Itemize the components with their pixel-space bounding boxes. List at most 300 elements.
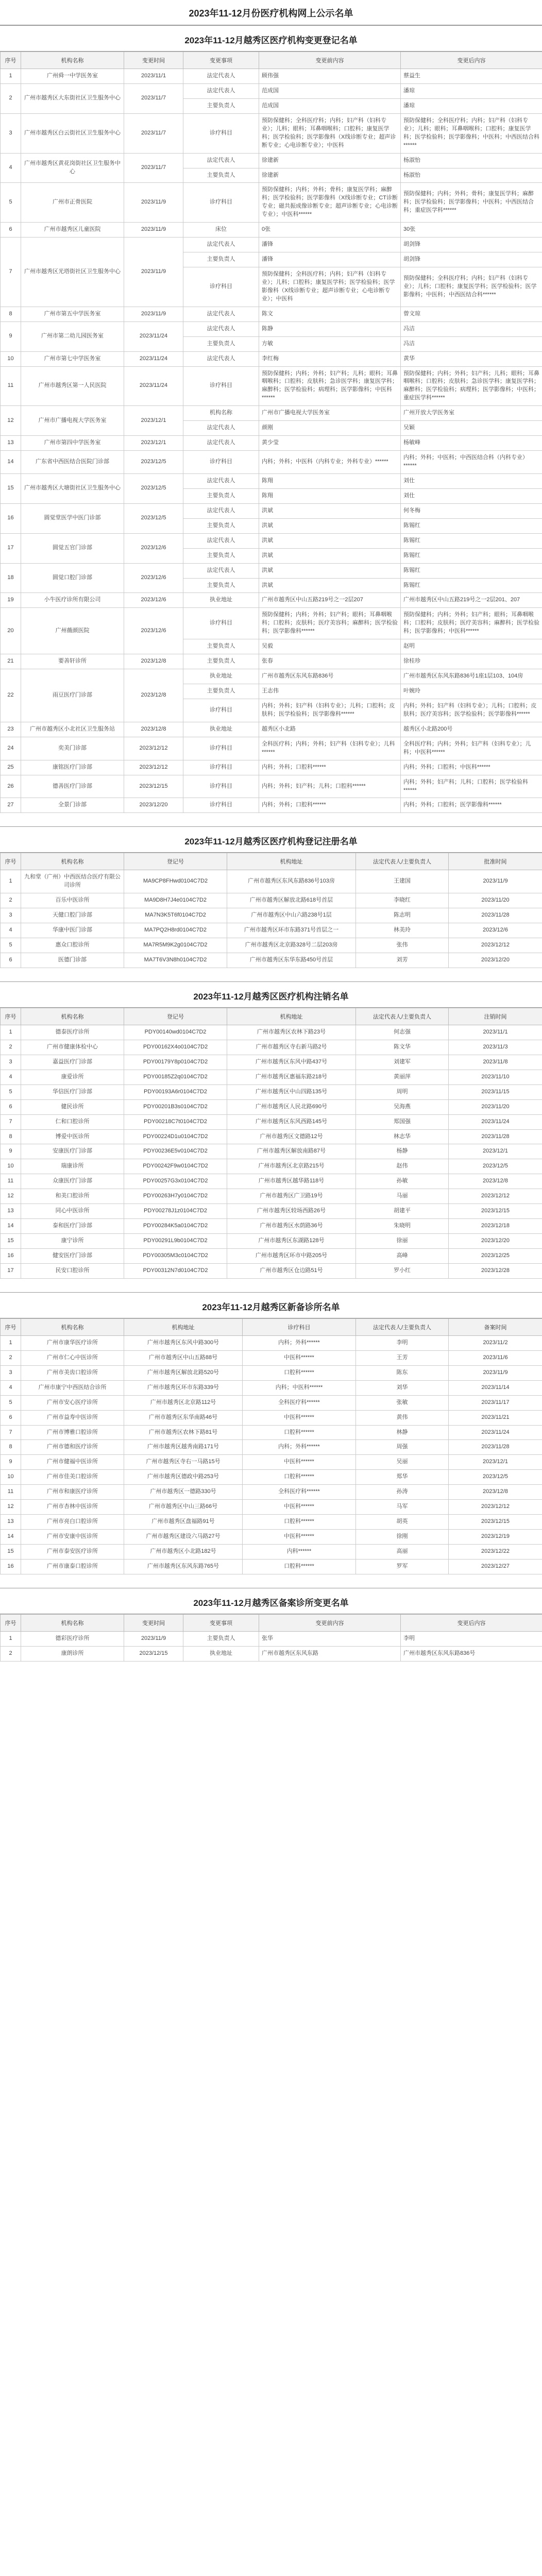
institution-name: 圆觉口腔门诊部 bbox=[21, 563, 124, 593]
institution-name: 嘉益医疗门诊部 bbox=[21, 1055, 124, 1070]
approval-date: 2023/12/12 bbox=[449, 938, 542, 953]
table-row bbox=[1, 893, 542, 908]
row-number: 26 bbox=[1, 775, 21, 798]
col-header: 机构地址 bbox=[227, 1008, 356, 1025]
record-date: 2023/11/6 bbox=[449, 1350, 542, 1365]
before-content: 李红梅 bbox=[259, 351, 401, 366]
clinic-name: 广州市康泰口腔诊所 bbox=[21, 1559, 124, 1574]
clinic-change-table bbox=[0, 1614, 542, 1662]
registration-code: PDY00201B3s0104C7D2 bbox=[124, 1099, 227, 1114]
responsible-person: 赵伟 bbox=[356, 1159, 449, 1174]
after-content: 曾文琼 bbox=[401, 307, 542, 321]
before-content: 洪斌 bbox=[259, 518, 401, 533]
responsible-person: 马军 bbox=[356, 1500, 449, 1515]
change-date: 2023/11/7 bbox=[124, 83, 183, 113]
clinic-subjects: 口腔科****** bbox=[243, 1559, 356, 1574]
cancel-date: 2023/11/28 bbox=[449, 1129, 542, 1144]
table-row bbox=[1, 1440, 542, 1455]
change-item: 诊疗科目 bbox=[183, 760, 259, 775]
table-row bbox=[1, 1263, 542, 1278]
record-date: 2023/11/2 bbox=[449, 1335, 542, 1350]
clinic-subjects: 全科医疗科****** bbox=[243, 1395, 356, 1410]
clinic-name: 广州市美齿口腔诊所 bbox=[21, 1365, 124, 1380]
before-content: 潘锋 bbox=[259, 238, 401, 252]
before-content: 内科；外科；妇产科（妇科专业）；儿科；口腔科；皮肤科；医学检验科；医学影像科****** bbox=[259, 699, 401, 722]
clinic-change-section-title: 2023年11-12月越秀区备案诊所变更名单 bbox=[0, 1588, 542, 1614]
institution-address: 广州市越秀区东湖路128号 bbox=[227, 1234, 356, 1249]
institution-address: 广州市越秀区解放南路87号 bbox=[227, 1144, 356, 1159]
before-content: 洪斌 bbox=[259, 578, 401, 593]
clinic-address: 广州市越秀区环市东路339号 bbox=[124, 1380, 243, 1395]
cancel-date: 2023/12/12 bbox=[449, 1189, 542, 1204]
institution-name: 广州市第二幼儿园医务室 bbox=[21, 321, 124, 351]
institution-address: 广州市越秀区环市中路205号 bbox=[227, 1249, 356, 1264]
institution-name: 康朗诊所 bbox=[21, 1646, 124, 1661]
after-content: 30张 bbox=[401, 223, 542, 238]
col-header: 机构名称 bbox=[21, 52, 124, 69]
registration-code: PDY00257G3x0104C7D2 bbox=[124, 1174, 227, 1189]
registration-code: MA9CP8FHwd0104C7D2 bbox=[124, 870, 227, 893]
before-content: 广州市越秀区东风东路 bbox=[259, 1646, 401, 1661]
row-number: 16 bbox=[1, 503, 21, 533]
col-header: 注销时间 bbox=[449, 1008, 542, 1025]
cancel-date: 2023/12/1 bbox=[449, 1144, 542, 1159]
clinic-name: 广州市亮白口腔诊所 bbox=[21, 1515, 124, 1530]
row-number: 22 bbox=[1, 669, 21, 722]
responsible-person: 王芳 bbox=[356, 1350, 449, 1365]
change-item: 执业地址 bbox=[183, 593, 259, 608]
row-number: 1 bbox=[1, 1025, 21, 1040]
registration-code: PDY00278J1z0104C7D2 bbox=[124, 1204, 227, 1219]
institution-name: 德彩医疗诊所 bbox=[21, 1631, 124, 1646]
change-item: 法定代表人 bbox=[183, 153, 259, 168]
institution-name: 广州市越秀区大东街社区卫生服务中心 bbox=[21, 83, 124, 113]
institution-name: 民安口腔诊所 bbox=[21, 1263, 124, 1278]
clinic-name: 广州市益寿中医诊所 bbox=[21, 1410, 124, 1425]
col-header: 法定代表人/主要负责人 bbox=[356, 853, 449, 870]
change-item: 诊疗科目 bbox=[183, 798, 259, 813]
col-header: 备案时间 bbox=[449, 1318, 542, 1335]
row-number: 2 bbox=[1, 1040, 21, 1055]
clinic-subjects: 内科；外科****** bbox=[243, 1335, 356, 1350]
registration-code: PDY00140wd0104C7D2 bbox=[124, 1025, 227, 1040]
change-date: 2023/11/7 bbox=[124, 153, 183, 183]
after-content: 刘仕 bbox=[401, 488, 542, 503]
change-date: 2023/12/15 bbox=[124, 775, 183, 798]
section-gap bbox=[0, 813, 542, 826]
before-content: 王志伟 bbox=[259, 684, 401, 699]
institution-name: 九和堂（广州）中西医结合医疗有限公司诊所 bbox=[21, 870, 124, 893]
before-content: 陈文 bbox=[259, 307, 401, 321]
institution-address: 广州市越秀区越华路118号 bbox=[227, 1174, 356, 1189]
before-content: 内科；外科；妇产科；儿科；口腔科****** bbox=[259, 775, 401, 798]
section-gap bbox=[0, 1574, 542, 1588]
record-table bbox=[0, 1318, 542, 1574]
institution-name: 广州市越秀区光塔街社区卫生服务中心 bbox=[21, 238, 124, 307]
change-date: 2023/11/9 bbox=[124, 223, 183, 238]
institution-name: 惠众口腔诊所 bbox=[21, 938, 124, 953]
responsible-person: 周强 bbox=[356, 1440, 449, 1455]
table-row bbox=[1, 938, 542, 953]
table-row bbox=[1, 153, 542, 168]
before-content: 范成国 bbox=[259, 83, 401, 98]
institution-name: 健民诊所 bbox=[21, 1099, 124, 1114]
clinic-name: 广州市博雅口腔诊所 bbox=[21, 1425, 124, 1440]
cancel-date: 2023/11/3 bbox=[449, 1040, 542, 1055]
clinic-name: 广州市健福中医诊所 bbox=[21, 1455, 124, 1470]
after-content: 陈锡红 bbox=[401, 563, 542, 578]
row-number: 19 bbox=[1, 593, 21, 608]
before-content: 张华 bbox=[259, 1631, 401, 1646]
row-number: 9 bbox=[1, 321, 21, 351]
cancel-date: 2023/12/28 bbox=[449, 1263, 542, 1278]
responsible-person: 刘建军 bbox=[356, 1055, 449, 1070]
record-date: 2023/11/28 bbox=[449, 1440, 542, 1455]
responsible-person: 胡英 bbox=[356, 1515, 449, 1530]
before-content: 预防保健科；全科医疗科；内科；妇产科（妇科专业）；儿科；口腔科；康复医学科；医学检验科；医学影像科（X线诊断专业；超声诊断专业；心电诊断专业）；中医科 bbox=[259, 267, 401, 307]
responsible-person: 高峰 bbox=[356, 1249, 449, 1264]
institution-name: 小牛医疗诊所有限公司 bbox=[21, 593, 124, 608]
table-row bbox=[1, 1530, 542, 1545]
row-number: 7 bbox=[1, 1114, 21, 1129]
responsible-person: 孙敏 bbox=[356, 1174, 449, 1189]
institution-address: 广州市越秀区惠福东路218号 bbox=[227, 1070, 356, 1084]
clinic-address: 广州市越秀区小北路182号 bbox=[124, 1545, 243, 1560]
record-date: 2023/12/15 bbox=[449, 1515, 542, 1530]
row-number: 2 bbox=[1, 893, 21, 908]
row-number: 3 bbox=[1, 1055, 21, 1070]
change-date: 2023/12/5 bbox=[124, 503, 183, 533]
change-item: 诊疗科目 bbox=[183, 737, 259, 760]
clinic-subjects: 口腔科****** bbox=[243, 1515, 356, 1530]
institution-name: 康铭医疗门诊部 bbox=[21, 760, 124, 775]
row-number: 9 bbox=[1, 1455, 21, 1470]
table-row bbox=[1, 760, 542, 775]
clinic-subjects: 内科****** bbox=[243, 1545, 356, 1560]
row-number: 1 bbox=[1, 870, 21, 893]
record-table-body bbox=[1, 1335, 542, 1574]
after-content: 广州开放大学医务室 bbox=[401, 406, 542, 421]
before-content: 吴毅 bbox=[259, 639, 401, 654]
table-row bbox=[1, 1545, 542, 1560]
change-item: 主要负责人 bbox=[183, 98, 259, 113]
col-header: 机构地址 bbox=[124, 1318, 243, 1335]
responsible-person: 刘华 bbox=[356, 1380, 449, 1395]
before-content: 预防保健科；内科；外科；骨科；康复医学科；麻醉科；医学检验科；医学影像科（X线诊断专业；CT诊断专业；磁共振成像诊断专业；超声诊断专业；心电诊断专业）；中医科****** bbox=[259, 183, 401, 223]
before-content: 全科医疗科；内科；外科；妇产科（妇科专业）；儿科****** bbox=[259, 737, 401, 760]
registration-code: MA7PQ2H8rd0104C7D2 bbox=[124, 923, 227, 938]
row-number: 16 bbox=[1, 1249, 21, 1264]
institution-name: 医德门诊部 bbox=[21, 953, 124, 968]
cancel-table-body bbox=[1, 1025, 542, 1278]
clinic-name: 广州市和康医疗诊所 bbox=[21, 1485, 124, 1500]
row-number: 3 bbox=[1, 113, 21, 153]
institution-name: 华信医疗门诊部 bbox=[21, 1084, 124, 1099]
table-row bbox=[1, 563, 542, 578]
col-header: 法定代表人/主要负责人 bbox=[356, 1008, 449, 1025]
row-number: 18 bbox=[1, 563, 21, 593]
clinic-address: 广州市越秀区一德路330号 bbox=[124, 1485, 243, 1500]
cancel-date: 2023/12/5 bbox=[449, 1159, 542, 1174]
change-item: 主要负责人 bbox=[183, 518, 259, 533]
clinic-subjects: 中医科****** bbox=[243, 1530, 356, 1545]
institution-name: 德泰医疗诊所 bbox=[21, 1025, 124, 1040]
institution-address: 广州市越秀区解放北路618号首层 bbox=[227, 893, 356, 908]
institution-name: 广州市正骨医院 bbox=[21, 183, 124, 223]
col-header: 序号 bbox=[1, 1318, 21, 1335]
institution-address: 广州市越秀区东风西路145号 bbox=[227, 1114, 356, 1129]
clinic-name: 广州市安康中医诊所 bbox=[21, 1530, 124, 1545]
change-date: 2023/11/9 bbox=[124, 1631, 183, 1646]
change-item: 机构名称 bbox=[183, 406, 259, 421]
table-row bbox=[1, 1025, 542, 1040]
change-item: 法定代表人 bbox=[183, 83, 259, 98]
after-content: 徐桂珍 bbox=[401, 654, 542, 669]
change-date: 2023/11/1 bbox=[124, 69, 183, 84]
clinic-name: 广州市安心医疗诊所 bbox=[21, 1395, 124, 1410]
section-gap bbox=[0, 1279, 542, 1292]
change-date: 2023/11/24 bbox=[124, 321, 183, 351]
clinic-name: 广州市仁心中医诊所 bbox=[21, 1350, 124, 1365]
registration-code: PDY00305M3c0104C7D2 bbox=[124, 1249, 227, 1264]
registration-code: PDY00242F9w0104C7D2 bbox=[124, 1159, 227, 1174]
before-content: 0张 bbox=[259, 223, 401, 238]
after-content: 内科；外科；中医科；中西医结合科（内科专业）****** bbox=[401, 451, 542, 474]
change-item: 主要负责人 bbox=[183, 488, 259, 503]
clinic-subjects: 口腔科****** bbox=[243, 1425, 356, 1440]
row-number: 13 bbox=[1, 1515, 21, 1530]
cancel-date: 2023/11/8 bbox=[449, 1055, 542, 1070]
row-number: 23 bbox=[1, 722, 21, 737]
responsible-person: 吴丽 bbox=[356, 1455, 449, 1470]
institution-address: 广州市越秀区仓边路51号 bbox=[227, 1263, 356, 1278]
row-number: 12 bbox=[1, 1500, 21, 1515]
after-content: 陈锡红 bbox=[401, 533, 542, 548]
col-header: 登记号 bbox=[124, 1008, 227, 1025]
registration-code: PDY00162X4o0104C7D2 bbox=[124, 1040, 227, 1055]
before-content: 徐建新 bbox=[259, 168, 401, 183]
after-content: 预防保健科；内科；外科；妇产科；儿科；眼科；耳鼻咽喉科；口腔科；皮肤科；急诊医学科；康复医学科；麻醉科；医学检验科；病理科；医学影像科；中医科；重症医学科****** bbox=[401, 366, 542, 406]
row-number: 6 bbox=[1, 223, 21, 238]
change-item: 执业地址 bbox=[183, 1646, 259, 1661]
change-date: 2023/12/8 bbox=[124, 654, 183, 669]
responsible-person: 林美玲 bbox=[356, 923, 449, 938]
change-item: 主要负责人 bbox=[183, 684, 259, 699]
table-row bbox=[1, 1249, 542, 1264]
responsible-person: 胡建平 bbox=[356, 1204, 449, 1219]
responsible-person: 罗军 bbox=[356, 1559, 449, 1574]
change-item: 主要负责人 bbox=[183, 578, 259, 593]
change-item: 法定代表人 bbox=[183, 533, 259, 548]
clinic-address: 广州市越秀区越秀南路171号 bbox=[124, 1440, 243, 1455]
table-row bbox=[1, 908, 542, 923]
table-row bbox=[1, 406, 542, 421]
before-content: 洪斌 bbox=[259, 503, 401, 518]
responsible-person: 陈东 bbox=[356, 1365, 449, 1380]
institution-name: 广州市广播电视大学医务室 bbox=[21, 406, 124, 436]
table-row bbox=[1, 1410, 542, 1425]
after-content: 杨淑怡 bbox=[401, 153, 542, 168]
after-content: 越秀区小北路200号 bbox=[401, 722, 542, 737]
row-number: 2 bbox=[1, 1350, 21, 1365]
table-row bbox=[1, 1515, 542, 1530]
institution-name: 广东省中西医结合医院门诊部 bbox=[21, 451, 124, 474]
page-title: 2023年11-12月份医疗机构网上公示名单 bbox=[0, 0, 542, 25]
responsible-person: 周明 bbox=[356, 1084, 449, 1099]
table-row bbox=[1, 923, 542, 938]
col-header: 变更时间 bbox=[124, 1614, 183, 1631]
after-content: 陈锡红 bbox=[401, 518, 542, 533]
before-content: 内科；外科；中医科（内科专业；外科专业）****** bbox=[259, 451, 401, 474]
institution-address: 广州市越秀区环市东路371号首层之一 bbox=[227, 923, 356, 938]
record-section-title: 2023年11-12月越秀区新备诊所名单 bbox=[0, 1292, 542, 1318]
table-row bbox=[1, 307, 542, 321]
change-item: 主要负责人 bbox=[183, 252, 259, 267]
change-table-header bbox=[1, 52, 542, 69]
change-date: 2023/11/9 bbox=[124, 238, 183, 307]
responsible-person: 张伟 bbox=[356, 938, 449, 953]
row-number: 10 bbox=[1, 1159, 21, 1174]
after-content: 陈锡红 bbox=[401, 548, 542, 563]
institution-address: 广州市越秀区东风中路437号 bbox=[227, 1055, 356, 1070]
change-date: 2023/12/6 bbox=[124, 608, 183, 654]
institution-name: 康爱诊所 bbox=[21, 1070, 124, 1084]
before-content: 广州市越秀区中山五路219号之一2层207 bbox=[259, 593, 401, 608]
table-row bbox=[1, 1159, 542, 1174]
row-number: 10 bbox=[1, 1470, 21, 1485]
register-table-header bbox=[1, 853, 542, 870]
after-content: 陈锡红 bbox=[401, 578, 542, 593]
after-content: 冯洁 bbox=[401, 336, 542, 351]
clinic-address: 广州市越秀区中山五路88号 bbox=[124, 1350, 243, 1365]
table-row bbox=[1, 533, 542, 548]
col-header: 变更后内容 bbox=[401, 1614, 542, 1631]
institution-name: 广州市第七中学医务室 bbox=[21, 351, 124, 366]
table-row bbox=[1, 1365, 542, 1380]
institution-address: 广州市越秀区寺右新马路2号 bbox=[227, 1040, 356, 1055]
cancel-date: 2023/12/18 bbox=[449, 1219, 542, 1234]
record-table-header bbox=[1, 1318, 542, 1335]
clinic-subjects: 中医科****** bbox=[243, 1500, 356, 1515]
before-content: 黄少莹 bbox=[259, 436, 401, 451]
change-date: 2023/12/8 bbox=[124, 669, 183, 722]
row-number: 5 bbox=[1, 183, 21, 223]
registration-code: PDY00263H7y0104C7D2 bbox=[124, 1189, 227, 1204]
change-item: 诊疗科目 bbox=[183, 113, 259, 153]
responsible-person: 何志强 bbox=[356, 1025, 449, 1040]
row-number: 11 bbox=[1, 366, 21, 406]
after-content: 预防保健科；内科；外科；骨科；康复医学科；麻醉科；医学检验科；医学影像科；中医科；中西医结合科；重症医学科****** bbox=[401, 183, 542, 223]
clinic-subjects: 中医科****** bbox=[243, 1455, 356, 1470]
before-content: 内科；外科；口腔科****** bbox=[259, 798, 401, 813]
registration-code: MA7N3K5T6f0104C7D2 bbox=[124, 908, 227, 923]
clinic-address: 广州市越秀区德政中路253号 bbox=[124, 1470, 243, 1485]
table-row bbox=[1, 1350, 542, 1365]
row-number: 3 bbox=[1, 908, 21, 923]
row-number: 1 bbox=[1, 69, 21, 84]
after-content: 内科；外科；妇产科（妇科专业）；儿科；口腔科；皮肤科；医疗美容科；医学检验科；医学影像科****** bbox=[401, 699, 542, 722]
after-content: 预防保健科；全科医疗科；内科；妇产科（妇科专业）；儿科；口腔科；康复医学科；医学检验科；医学影像科；中医科；中西医结合科****** bbox=[401, 267, 542, 307]
change-item: 法定代表人 bbox=[183, 503, 259, 518]
after-content: 内科；外科；妇产科；儿科；口腔科；医学检验科****** bbox=[401, 775, 542, 798]
responsible-person: 林志华 bbox=[356, 1129, 449, 1144]
cancel-date: 2023/11/15 bbox=[449, 1084, 542, 1099]
register-table-body bbox=[1, 870, 542, 968]
institution-name: 广州市越秀区儿童医院 bbox=[21, 223, 124, 238]
clinic-name: 广州市康华医疗诊所 bbox=[21, 1335, 124, 1350]
institution-address: 广州市越秀区北京路215号 bbox=[227, 1159, 356, 1174]
institution-name: 众康医疗门诊部 bbox=[21, 1174, 124, 1189]
row-number: 1 bbox=[1, 1631, 21, 1646]
table-row bbox=[1, 366, 542, 406]
table-row bbox=[1, 654, 542, 669]
record-date: 2023/12/27 bbox=[449, 1559, 542, 1574]
clinic-subjects: 全科医疗科****** bbox=[243, 1485, 356, 1500]
table-row bbox=[1, 1425, 542, 1440]
institution-address: 广州市越秀区水荫路36号 bbox=[227, 1219, 356, 1234]
change-date: 2023/11/24 bbox=[124, 366, 183, 406]
responsible-person: 杨静 bbox=[356, 1144, 449, 1159]
institution-name: 奕美门诊部 bbox=[21, 737, 124, 760]
record-date: 2023/11/14 bbox=[449, 1380, 542, 1395]
clinic-address: 广州市越秀区北京路112号 bbox=[124, 1395, 243, 1410]
after-content: 何冬梅 bbox=[401, 503, 542, 518]
before-content: 越秀区小北路 bbox=[259, 722, 401, 737]
institution-name: 广州市健康体检中心 bbox=[21, 1040, 124, 1055]
table-row bbox=[1, 1631, 542, 1646]
institution-name: 仁和口腔诊所 bbox=[21, 1114, 124, 1129]
row-number: 14 bbox=[1, 1219, 21, 1234]
col-header: 序号 bbox=[1, 52, 21, 69]
row-number: 25 bbox=[1, 760, 21, 775]
responsible-person: 李明 bbox=[356, 1335, 449, 1350]
change-item: 诊疗科目 bbox=[183, 183, 259, 223]
col-header: 机构名称 bbox=[21, 1318, 124, 1335]
change-date: 2023/12/6 bbox=[124, 593, 183, 608]
institution-name: 圆觉五官门诊部 bbox=[21, 533, 124, 563]
institution-name: 健安医疗门诊部 bbox=[21, 1249, 124, 1264]
col-header: 变更后内容 bbox=[401, 52, 542, 69]
institution-name: 广州市越秀区大塘街社区卫生服务中心 bbox=[21, 473, 124, 503]
change-date: 2023/11/24 bbox=[124, 351, 183, 366]
after-content: 赵明 bbox=[401, 639, 542, 654]
change-date: 2023/12/1 bbox=[124, 406, 183, 436]
cancel-table bbox=[0, 1008, 542, 1279]
clinic-subjects: 口腔科****** bbox=[243, 1470, 356, 1485]
col-header: 机构名称 bbox=[21, 853, 124, 870]
col-header: 序号 bbox=[1, 1008, 21, 1025]
table-row bbox=[1, 1395, 542, 1410]
row-number: 4 bbox=[1, 153, 21, 183]
cancel-table-header bbox=[1, 1008, 542, 1025]
change-item: 执业地址 bbox=[183, 669, 259, 684]
institution-name: 华康中医门诊部 bbox=[21, 923, 124, 938]
institution-name: 博爱中医诊所 bbox=[21, 1129, 124, 1144]
approval-date: 2023/12/6 bbox=[449, 923, 542, 938]
record-date: 2023/12/1 bbox=[449, 1455, 542, 1470]
table-row bbox=[1, 1055, 542, 1070]
change-item: 法定代表人 bbox=[183, 351, 259, 366]
table-row bbox=[1, 1189, 542, 1204]
row-number: 6 bbox=[1, 953, 21, 968]
after-content: 广州市越秀区中山五路219号之一2层201、207 bbox=[401, 593, 542, 608]
change-item: 法定代表人 bbox=[183, 238, 259, 252]
institution-address: 广州市越秀区东华东路450号首层 bbox=[227, 953, 356, 968]
table-row bbox=[1, 669, 542, 684]
after-content: 胡剑锋 bbox=[401, 252, 542, 267]
row-number: 14 bbox=[1, 451, 21, 474]
table-row bbox=[1, 113, 542, 153]
